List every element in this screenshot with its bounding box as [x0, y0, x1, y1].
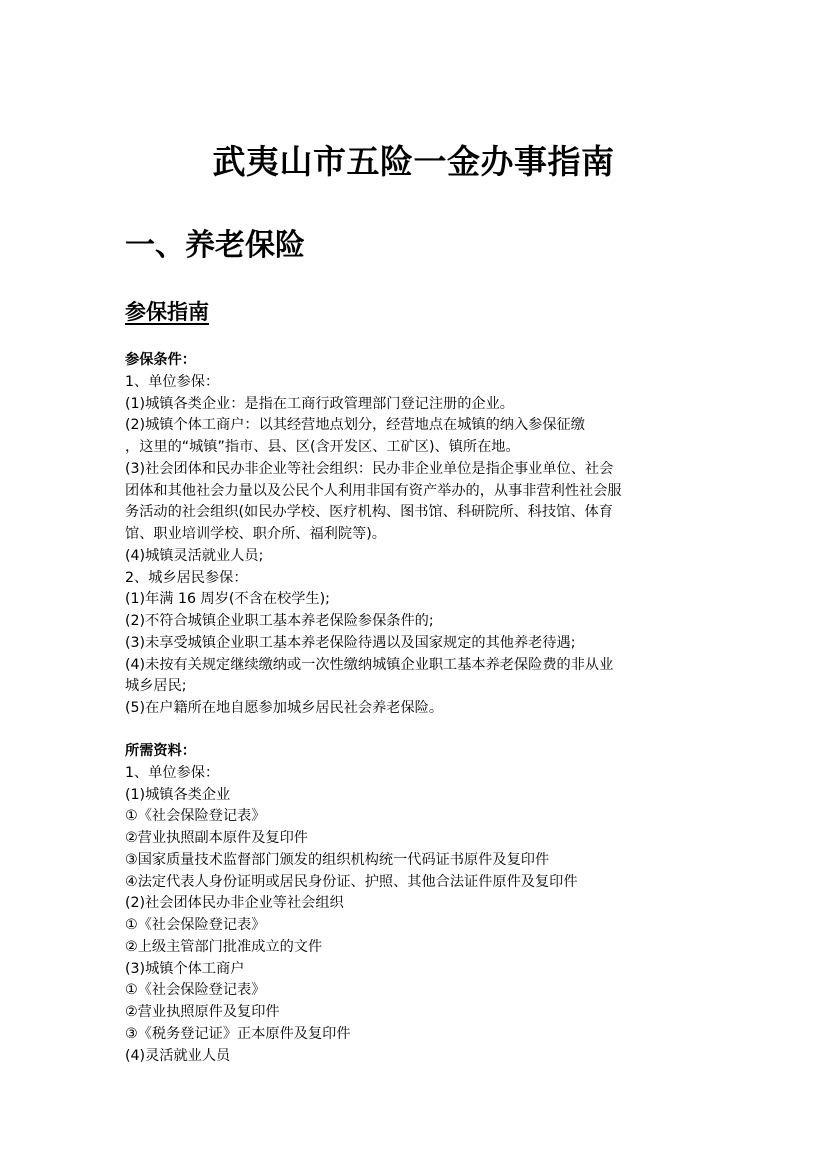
text-line: ①《社会保险登记表》 — [125, 917, 266, 933]
conditions-label: 参保条件： — [125, 352, 196, 368]
text-line: (3)社会团体和民办非企业等社会组织：民办非企业单位是指企事业单位、社会 — [125, 460, 614, 477]
text-line: (5)在户籍所在地自愿参加城乡居民社会养老保险。 — [125, 700, 444, 716]
materials-block — [125, 741, 705, 1067]
text-line: (3)未享受城镇企业职工基本养老保险待遇以及国家规定的其他养老待遇; — [125, 634, 576, 651]
text-line: 城乡居民; — [125, 678, 187, 695]
conditions-block — [125, 350, 705, 720]
text-line: (4)未按有关规定继续缴纳或一次性缴纳城镇企业职工基本养老保险费的非从业 — [125, 656, 614, 673]
text-line: ③《税务登记证》正本原件及复印件 — [125, 1025, 351, 1042]
page-title: 武夷山市五险一金办事指南 — [212, 142, 615, 181]
text-line: 团体和其他社会力量以及公民个人利用非国有资产举办的，从事非营利性社会服 — [125, 482, 622, 499]
text-line: (4)城镇灵活就业人员; — [125, 547, 264, 564]
text-line: ③国家质量技术监督部门颁发的组织机构统一代码证书原件及复印件 — [125, 851, 550, 868]
text-line: ④法定代表人身份证明或居民身份证、护照、其他合法证件原件及复印件 — [125, 873, 578, 890]
text-line: ，这里的“城镇”指市、县、区(含开发区、工矿区)、镇所在地。 — [125, 439, 520, 455]
text-line: ②营业执照副本原件及复印件 — [125, 830, 308, 846]
text-line: (2)不符合城镇企业职工基本养老保险参保条件的; — [125, 613, 434, 629]
text-line: ②营业执照原件及复印件 — [125, 1004, 280, 1020]
text-line: (2)城镇个体工商户：以其经营地点划分，经营地点在城镇的纳入参保征缴 — [125, 417, 585, 434]
text-line: 馆、职业培训学校、职介所、福利院等)。 — [125, 526, 386, 542]
text-line: 2、城乡居民参保： — [125, 569, 248, 586]
text-line: 务活动的社会组织(如民办学校、医疗机构、图书馆、科研院所、科技馆、体育 — [125, 504, 613, 521]
text-line: ①《社会保险登记表》 — [125, 982, 266, 999]
text-line: (3)城镇个体工商户 — [125, 960, 245, 977]
text-line: ①《社会保险登记表》 — [125, 808, 266, 825]
text-line: (2)社会团体民办非企业等社会组织 — [125, 895, 344, 912]
text-line: (1)年满 16 周岁(不含在校学生); — [125, 591, 330, 608]
text-line: (4)灵活就业人员 — [125, 1047, 231, 1064]
materials-label: 所需资料： — [125, 743, 196, 759]
text-line: (1)城镇各类企业：是指在工商行政管理部门登记注册的企业。 — [125, 395, 514, 412]
text-line: (1)城镇各类企业 — [125, 786, 231, 803]
text-line: 1、单位参保： — [125, 764, 220, 781]
text-line: ②上级主管部门批准成立的文件 — [125, 938, 323, 955]
subsection-heading: 参保指南 — [125, 300, 209, 324]
text-line: 1、单位参保： — [125, 373, 220, 390]
section-heading: 一、养老保险 — [125, 228, 305, 263]
